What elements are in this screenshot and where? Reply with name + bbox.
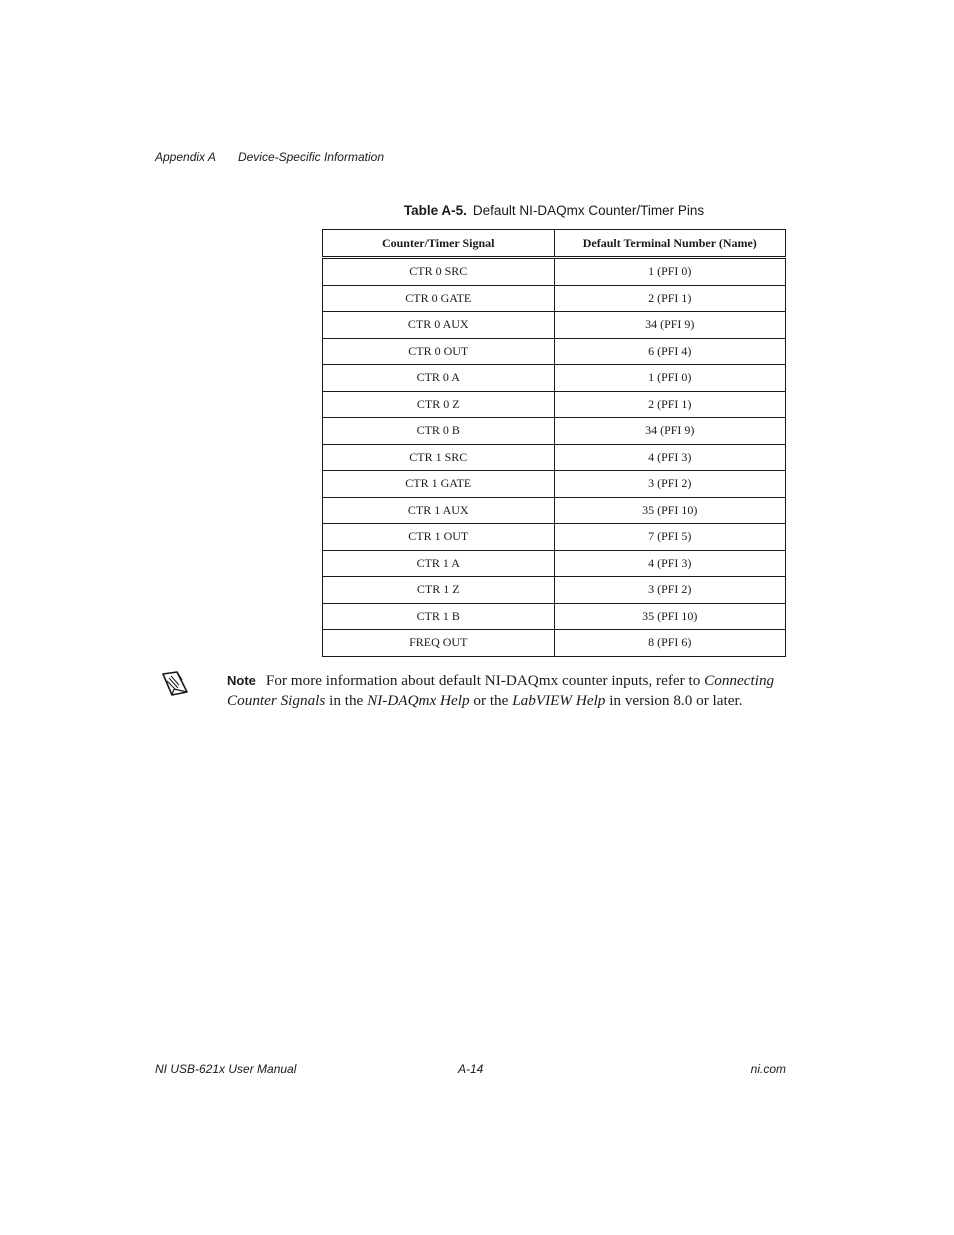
table-caption-text: Default NI-DAQmx Counter/Timer Pins bbox=[472, 203, 705, 218]
signal-cell: CTR 1 GATE bbox=[323, 471, 555, 498]
table-row bbox=[323, 550, 786, 577]
table-row bbox=[323, 603, 786, 630]
running-header bbox=[155, 150, 384, 164]
signal-cell: CTR 1 OUT bbox=[323, 524, 555, 551]
signal-cell: CTR 0 Z bbox=[323, 391, 555, 418]
table-row bbox=[323, 338, 786, 365]
table-row bbox=[323, 258, 786, 286]
terminal-cell: 4 (PFI 3) bbox=[554, 444, 786, 471]
terminal-cell: 2 (PFI 1) bbox=[554, 285, 786, 312]
signal-cell: CTR 0 A bbox=[323, 365, 555, 392]
appendix-label: Appendix A bbox=[155, 150, 216, 164]
table-row bbox=[323, 312, 786, 339]
section-title: Device-Specific Information bbox=[237, 150, 384, 164]
reference-ni-daqmx-help: NI-DAQmx Help bbox=[367, 691, 470, 709]
counter-timer-pins-table bbox=[322, 229, 786, 657]
table-row bbox=[323, 577, 786, 604]
note-text: in the bbox=[325, 691, 368, 709]
table-caption bbox=[322, 203, 786, 218]
terminal-cell: 1 (PFI 0) bbox=[554, 258, 786, 286]
note-text: in version 8.0 or later. bbox=[605, 691, 743, 709]
footer-site: ni.com bbox=[750, 1062, 786, 1076]
terminal-cell: 34 (PFI 9) bbox=[554, 418, 786, 445]
signal-cell: CTR 1 AUX bbox=[323, 497, 555, 524]
terminal-cell: 3 (PFI 2) bbox=[554, 577, 786, 604]
table-row bbox=[323, 391, 786, 418]
terminal-cell: 8 (PFI 6) bbox=[554, 630, 786, 657]
signal-cell: CTR 0 OUT bbox=[323, 338, 555, 365]
signal-cell: CTR 0 AUX bbox=[323, 312, 555, 339]
signal-cell: CTR 0 SRC bbox=[323, 258, 555, 286]
signal-cell: CTR 0 B bbox=[323, 418, 555, 445]
table-row bbox=[323, 471, 786, 498]
footer-page-number: A-14 bbox=[458, 1062, 484, 1076]
table-row bbox=[323, 524, 786, 551]
note-text: For more information about default NI-DAQmx counter inputs, refer to bbox=[265, 672, 705, 689]
terminal-cell: 34 (PFI 9) bbox=[554, 312, 786, 339]
signal-cell: CTR 1 SRC bbox=[323, 444, 555, 471]
terminal-cell: 3 (PFI 2) bbox=[554, 471, 786, 498]
note-text: or the bbox=[469, 691, 513, 709]
signal-cell: CTR 1 B bbox=[323, 603, 555, 630]
reference-labview-help: LabVIEW Help bbox=[512, 691, 606, 709]
signal-cell: CTR 1 A bbox=[323, 550, 555, 577]
footer-manual-title: NI USB-621x User Manual bbox=[155, 1062, 297, 1076]
terminal-cell: 2 (PFI 1) bbox=[554, 391, 786, 418]
signal-cell: CTR 1 Z bbox=[323, 577, 555, 604]
table-caption-label: Table A-5. bbox=[403, 203, 467, 218]
signal-cell: FREQ OUT bbox=[323, 630, 555, 657]
column-header-signal: Counter/Timer Signal bbox=[323, 230, 555, 258]
reference-connecting-counter-signals: Connecting Counter Signals bbox=[227, 672, 775, 709]
terminal-cell: 35 (PFI 10) bbox=[554, 603, 786, 630]
note-paragraph bbox=[227, 671, 792, 710]
table-header-row bbox=[323, 230, 786, 258]
table-row bbox=[323, 418, 786, 445]
table-row bbox=[323, 365, 786, 392]
column-header-terminal: Default Terminal Number (Name) bbox=[554, 230, 786, 258]
table-row bbox=[323, 444, 786, 471]
table-row bbox=[323, 285, 786, 312]
terminal-cell: 6 (PFI 4) bbox=[554, 338, 786, 365]
note-pad-icon bbox=[160, 669, 190, 697]
terminal-cell: 35 (PFI 10) bbox=[554, 497, 786, 524]
table-row bbox=[323, 630, 786, 657]
note-label: Note bbox=[227, 673, 256, 688]
table-row bbox=[323, 497, 786, 524]
terminal-cell: 7 (PFI 5) bbox=[554, 524, 786, 551]
terminal-cell: 1 (PFI 0) bbox=[554, 365, 786, 392]
signal-cell: CTR 0 GATE bbox=[323, 285, 555, 312]
terminal-cell: 4 (PFI 3) bbox=[554, 550, 786, 577]
